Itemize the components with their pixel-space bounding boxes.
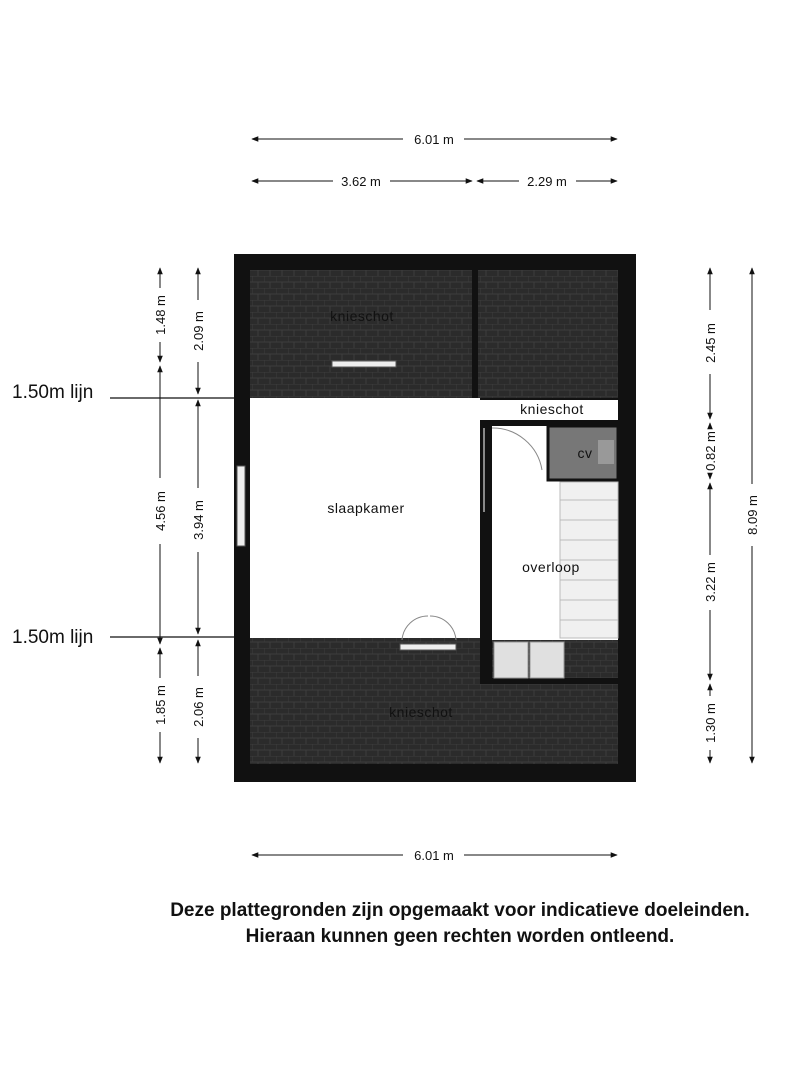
- disclaimer-line-1: Deze plattegronden zijn opgemaakt voor indicatieve doeleinden.: [170, 900, 750, 921]
- label-overloop: overloop: [522, 559, 580, 575]
- dimension-left-inner-mid: [191, 400, 206, 634]
- dimension-top-total: [252, 132, 617, 147]
- label-cv: cv: [577, 445, 593, 461]
- svg-text:3.62 m: 3.62 m: [341, 174, 381, 189]
- dimension-right-inner-1: [703, 268, 718, 419]
- overloop-bottom-wall: [480, 678, 620, 684]
- line-150-lower: [12, 627, 236, 648]
- cv-boiler: [598, 440, 614, 464]
- room-slaapkamer: [250, 398, 480, 638]
- dimension-right-inner-2: [703, 423, 718, 479]
- dimension-right-inner-3: [703, 483, 718, 680]
- dimension-top-right: [477, 174, 617, 189]
- label-knieschot-bottom: knieschot: [389, 704, 453, 720]
- roof-area-top-left: [250, 270, 472, 398]
- dimension-left-inner-bottom: [191, 640, 206, 763]
- disclaimer-line-2: Hieraan kunnen geen rechten worden ontleend.: [245, 926, 675, 947]
- svg-text:3.94 m: 3.94 m: [191, 500, 206, 540]
- dimension-left-outer-top: [153, 268, 168, 362]
- svg-text:3.22 m: 3.22 m: [703, 562, 718, 602]
- svg-text:2.29 m: 2.29 m: [527, 174, 567, 189]
- label-slaapkamer: slaapkamer: [327, 500, 405, 516]
- svg-text:4.56 m: 4.56 m: [153, 491, 168, 531]
- svg-text:1.30 m: 1.30 m: [703, 703, 718, 743]
- dimension-bottom-total: [252, 848, 617, 863]
- sink-left: [494, 642, 528, 678]
- svg-text:1.48 m: 1.48 m: [153, 295, 168, 335]
- svg-text:6.01 m: 6.01 m: [414, 848, 454, 863]
- dimension-right-outer: [745, 268, 760, 763]
- disclaimer: [0, 898, 810, 950]
- svg-text:2.45 m: 2.45 m: [703, 323, 718, 363]
- roof-area-top-right: [478, 270, 618, 398]
- svg-text:1.85 m: 1.85 m: [153, 685, 168, 725]
- window-top: [332, 361, 396, 367]
- svg-text:8.09 m: 8.09 m: [745, 495, 760, 535]
- svg-text:1.50m lijn: 1.50m lijn: [12, 627, 94, 648]
- dimension-left-inner-top: [191, 268, 206, 394]
- svg-text:2.09 m: 2.09 m: [191, 311, 206, 351]
- dimension-left-outer-mid: [153, 366, 168, 644]
- partition-wall: [480, 426, 492, 682]
- dimension-right-inner-4: [703, 684, 718, 763]
- svg-text:2.06 m: 2.06 m: [191, 687, 206, 727]
- label-knieschot-top-left: knieschot: [330, 308, 394, 324]
- dimension-left-outer-bottom: [153, 648, 168, 763]
- window-left: [237, 466, 245, 546]
- sink-right: [530, 642, 564, 678]
- label-knieschot-right: knieschot: [520, 401, 584, 417]
- line-150-upper: [12, 382, 236, 403]
- svg-text:6.01 m: 6.01 m: [414, 132, 454, 147]
- svg-text:0.82 m: 0.82 m: [703, 431, 718, 471]
- dimension-top-left: [252, 174, 472, 189]
- window-bottom: [400, 644, 456, 650]
- svg-text:1.50m lijn: 1.50m lijn: [12, 382, 94, 403]
